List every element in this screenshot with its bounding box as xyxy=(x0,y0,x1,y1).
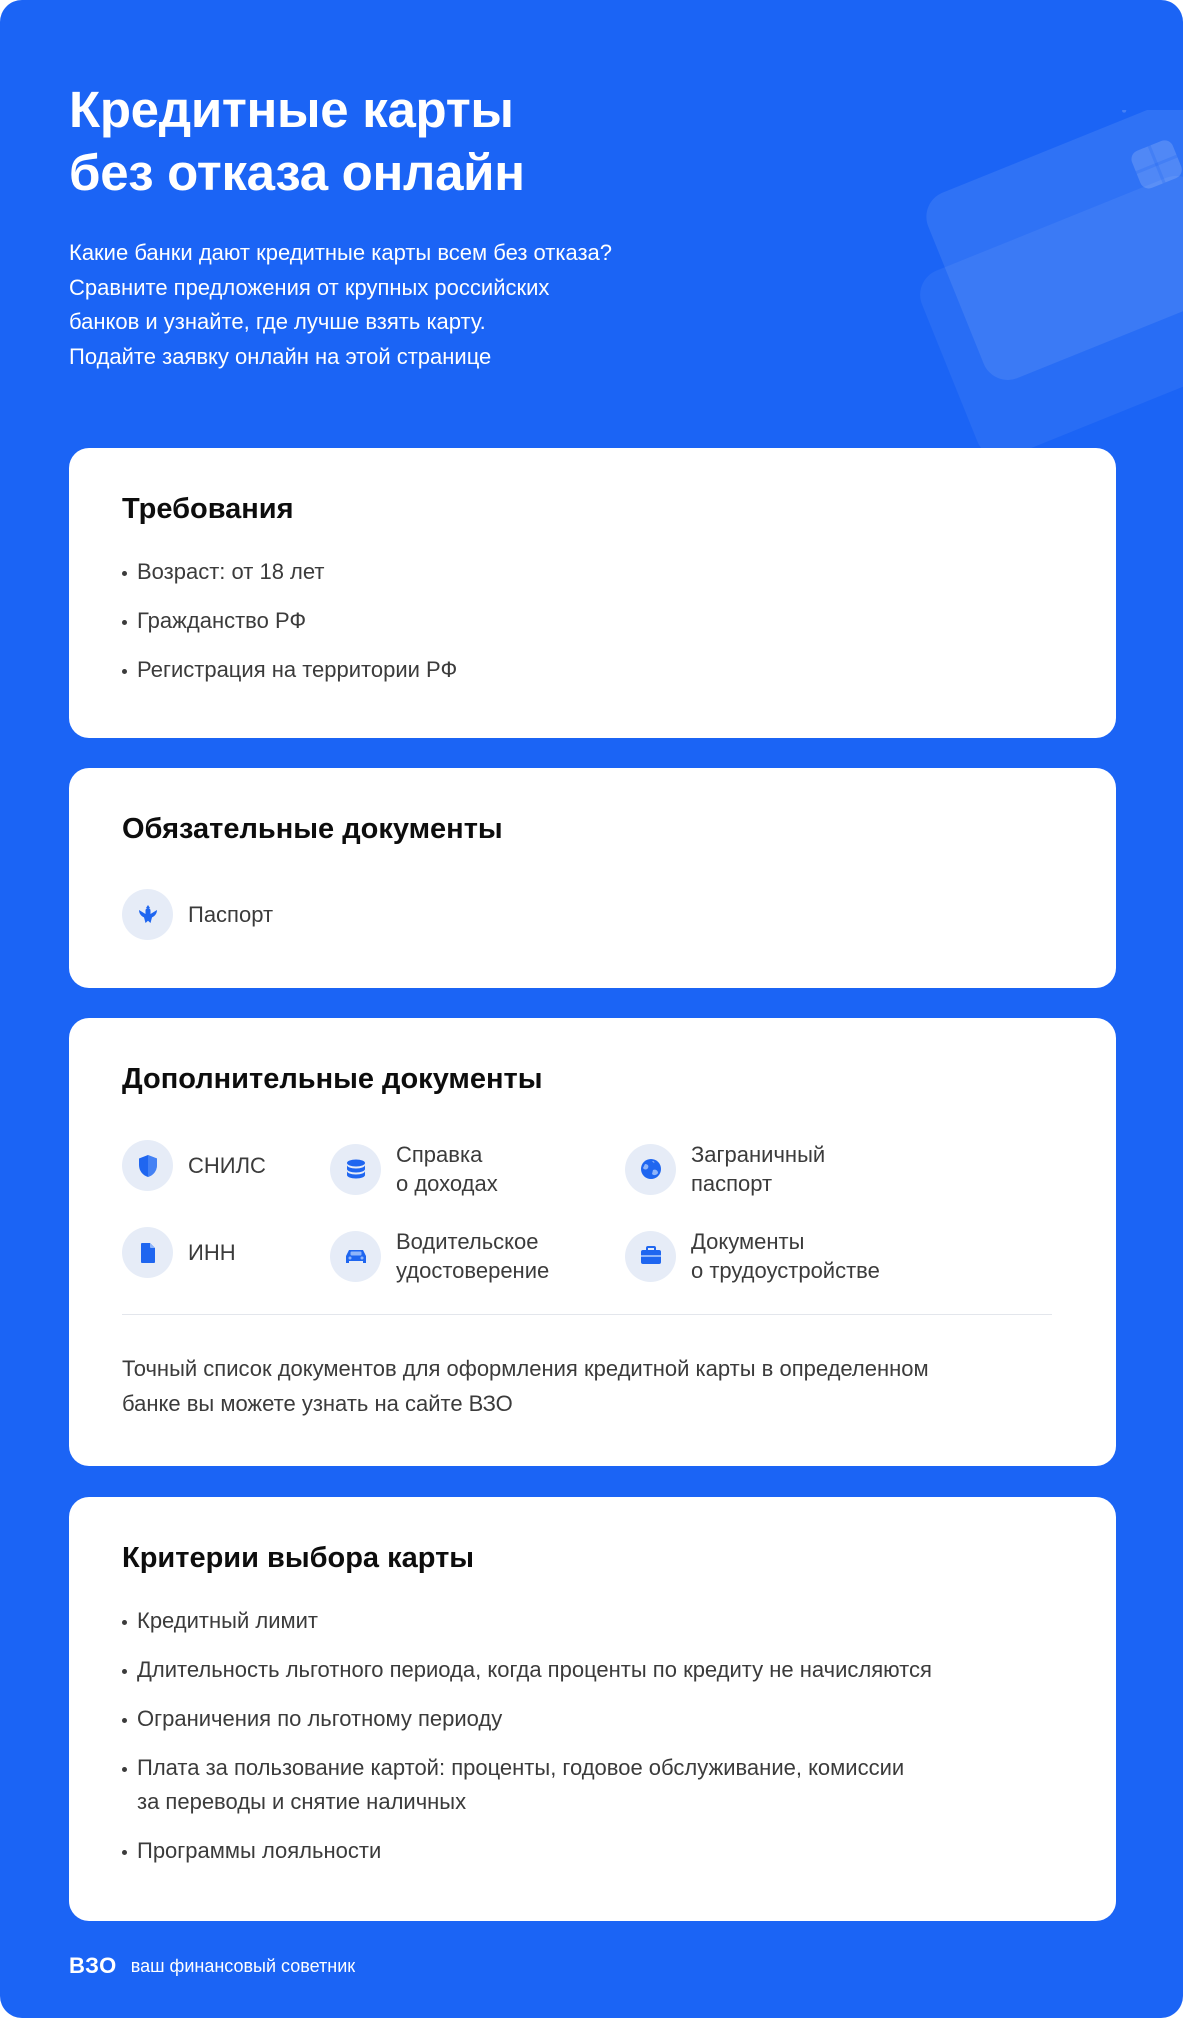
car-icon xyxy=(330,1231,381,1282)
requirements-title: Требования xyxy=(122,493,294,525)
doc-item-snils xyxy=(122,1140,266,1191)
document-icon xyxy=(122,1227,173,1278)
list-item: Гражданство РФ xyxy=(122,604,457,638)
doc-label: Справка о доходах xyxy=(396,1142,498,1196)
globe-icon xyxy=(625,1144,676,1195)
list-item: Длительность льготного периода, когда проценты по кредиту не начисляются xyxy=(122,1653,932,1687)
shield-icon xyxy=(122,1140,173,1191)
doc-item-passport xyxy=(122,889,273,940)
vzo-logo: ВЗО xyxy=(69,1953,117,1978)
mandatory-documents-title: Обязательные документы xyxy=(122,813,503,845)
doc-label: Заграничный паспорт xyxy=(691,1142,826,1196)
doc-label: Документы о трудоустройстве xyxy=(691,1229,880,1283)
footer xyxy=(69,1953,355,1979)
doc-label: Паспорт xyxy=(188,902,274,927)
hero-lead-line: банков и узнайте, где лучше взять карту. xyxy=(69,309,486,334)
doc-item-driver-license xyxy=(330,1227,549,1285)
list-item: Плата за пользование картой: проценты, годовое обслуживание, комиссии за переводы и снятие наличных xyxy=(122,1751,932,1819)
list-item: Возраст: от 18 лет xyxy=(122,555,457,589)
briefcase-icon xyxy=(625,1231,676,1282)
eagle-emblem-icon xyxy=(122,889,173,940)
doc-label: Водительское удостоверение xyxy=(396,1229,550,1283)
hero-lead-line: Подайте заявку онлайн на этой странице xyxy=(69,343,492,369)
credit-card-illustration-icon xyxy=(860,110,1183,450)
criteria-list xyxy=(122,1604,932,1868)
hero-title-line: без отказа онлайн xyxy=(69,144,525,201)
list-item: Кредитный лимит xyxy=(122,1604,932,1638)
criteria-title: Критерии выбора карты xyxy=(122,1542,475,1574)
list-item: Ограничения по льготному периоду xyxy=(122,1702,932,1736)
hero-title xyxy=(69,78,525,204)
additional-documents-title: Дополнительные документы xyxy=(122,1063,543,1095)
list-item: Программы лояльности xyxy=(122,1834,932,1868)
hero-title-line: Кредитные карты xyxy=(69,81,514,138)
mandatory-documents-card xyxy=(69,768,1116,988)
criteria-card xyxy=(69,1497,1116,1921)
doc-label: ИНН xyxy=(188,1240,236,1265)
list-item: Регистрация на территории РФ xyxy=(122,653,457,687)
doc-item-foreign-passport xyxy=(625,1140,825,1198)
coins-stack-icon xyxy=(330,1144,381,1195)
additional-documents-card xyxy=(69,1018,1116,1466)
documents-note: Точный список документов для оформления кредитной карты в определенном банке вы можете узнать на сайте ВЗО xyxy=(122,1356,929,1416)
doc-label: СНИЛС xyxy=(188,1153,266,1178)
hero-lead-line: Какие банки дают кредитные карты всем без отказа? xyxy=(69,240,613,265)
requirements-list xyxy=(122,555,457,687)
hero-lead xyxy=(69,236,612,374)
doc-item-employment-documents xyxy=(625,1227,880,1285)
doc-item-income-certificate xyxy=(330,1140,498,1198)
requirements-card xyxy=(69,448,1116,738)
hero-lead-line: Сравните предложения от крупных российских xyxy=(69,274,550,300)
doc-item-inn xyxy=(122,1227,236,1278)
divider xyxy=(122,1314,1052,1315)
footer-tagline: ваш финансовый советник xyxy=(130,1955,356,1976)
